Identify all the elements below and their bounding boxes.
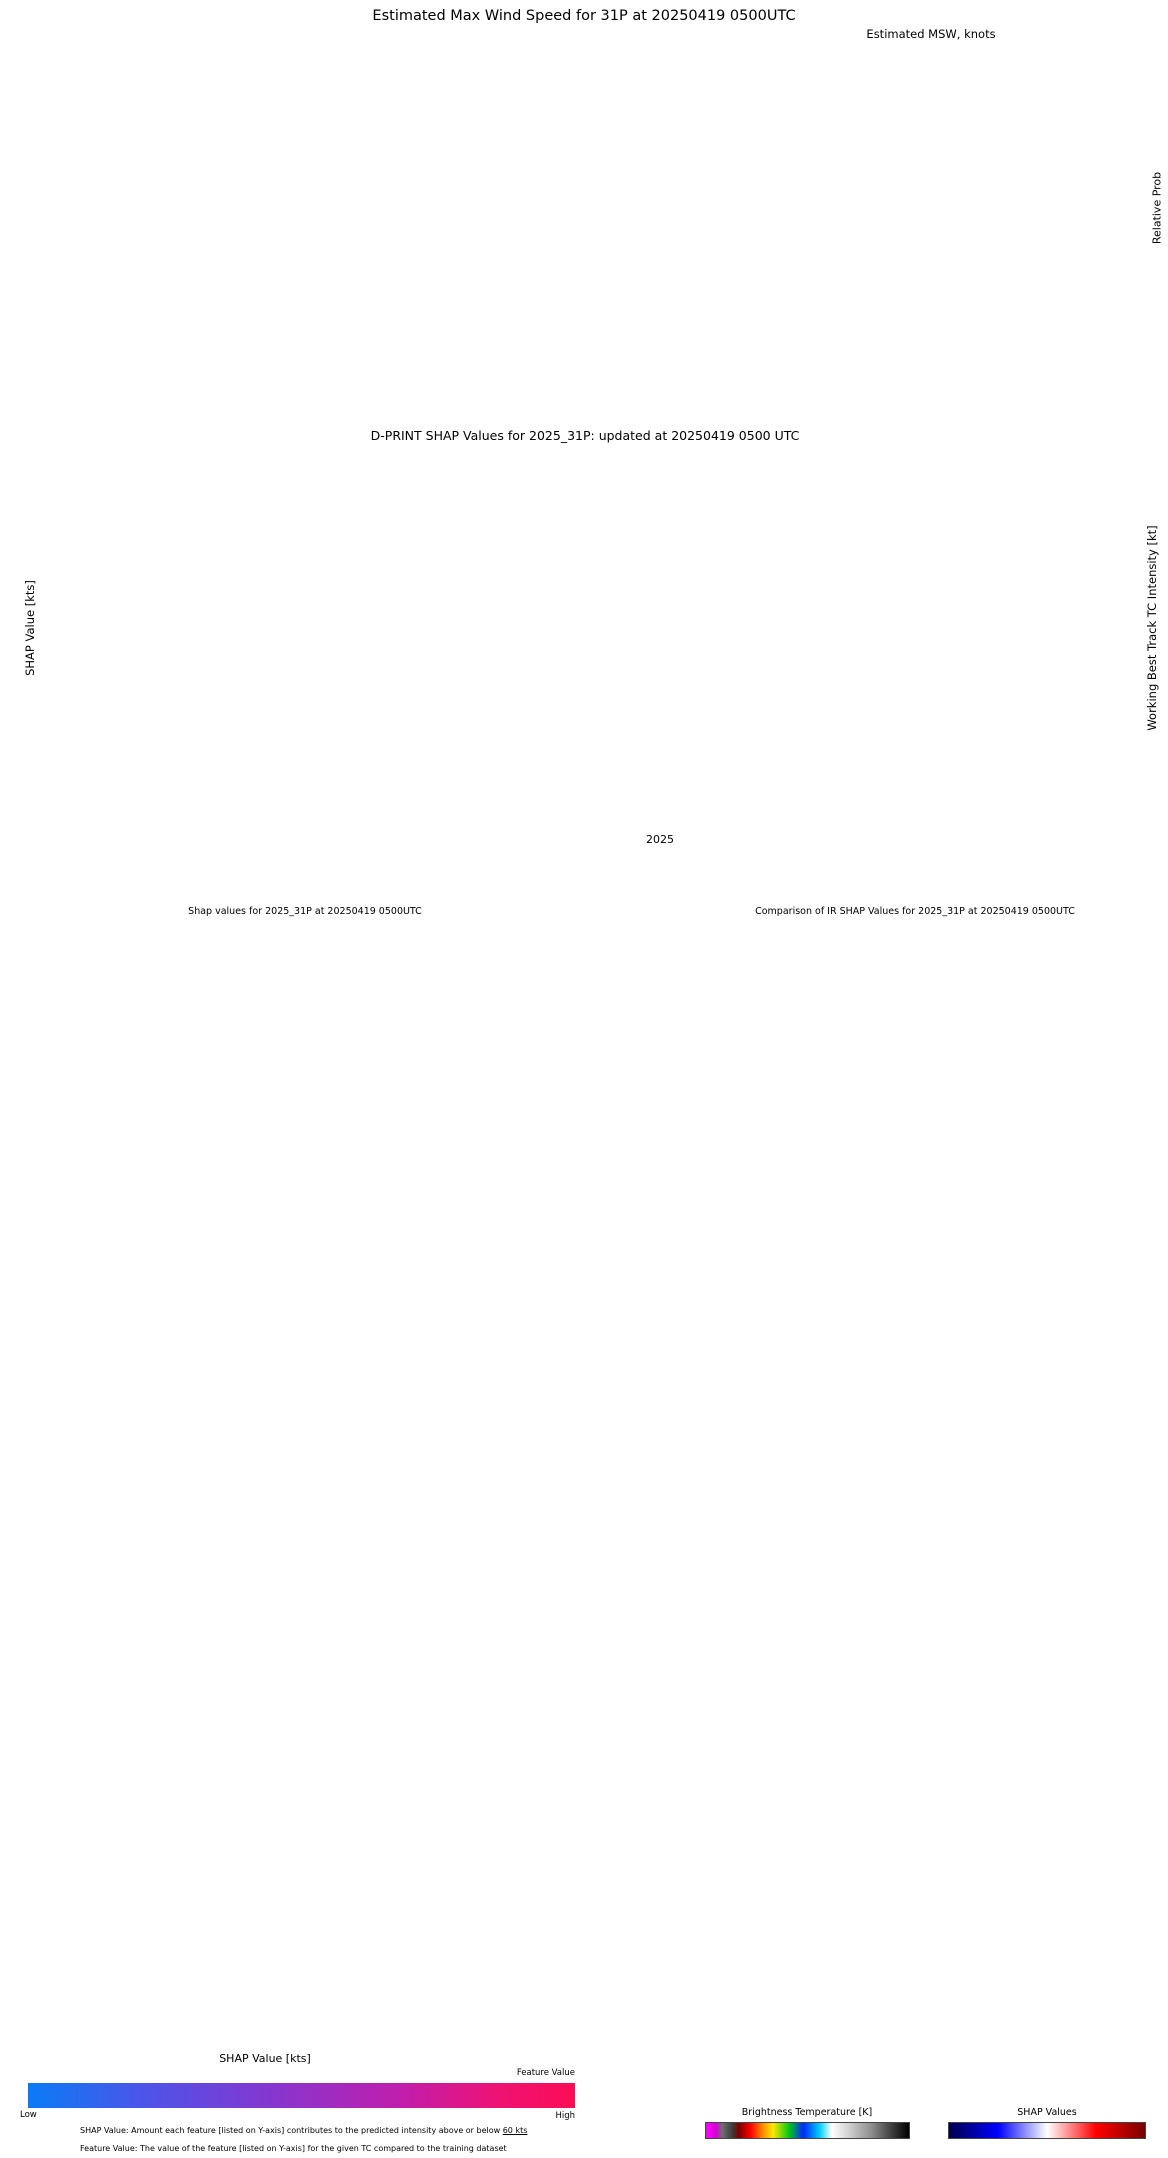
timeseries-title: D-PRINT SHAP Values for 2025_31P: updated at 20250419 0500 UTC bbox=[370, 428, 800, 443]
bt-colorbar-title: Brightness Temperature [K] bbox=[741, 2107, 873, 2118]
footnote-feature-value: Feature Value: The value of the feature [listed on Y-axis] for the given TC compared to the training dataset bbox=[80, 2144, 507, 2153]
feature-colorbar-title: Feature Value bbox=[516, 2068, 575, 2078]
beeswarm-title: Shap values for 2025_31P at 20250419 0500UTC bbox=[188, 906, 422, 917]
timeseries-ylabel-left: SHAP Value [kts] bbox=[23, 580, 37, 676]
timeseries-xlabel-year: 2025 bbox=[646, 833, 674, 846]
beeswarm-xlabel: SHAP Value [kts] bbox=[219, 2052, 311, 2065]
histogram-title: Estimated MSW, knots bbox=[866, 27, 996, 41]
page-title: Estimated Max Wind Speed for 31P at 20250419 0500UTC bbox=[372, 8, 796, 24]
footnote-shap-value-text: SHAP Value: Amount each feature [listed on Y-axis] contributes to the predicted intensity above or below bbox=[80, 2126, 503, 2135]
maps-panel-title: Comparison of IR SHAP Values for 2025_31P at 20250419 0500UTC bbox=[755, 906, 1075, 917]
footnote-60kts: 60 kts bbox=[502, 2126, 528, 2135]
feature-colorbar-high-label: High bbox=[555, 2111, 575, 2121]
histogram-ylabel-right: Relative Prob bbox=[1150, 171, 1164, 245]
feature-colorbar-low-label: Low bbox=[20, 2110, 37, 2120]
timeseries-ylabel-right: Working Best Track TC Intensity [kt] bbox=[1145, 525, 1159, 731]
shap-colorbar-title: SHAP Values bbox=[1017, 2107, 1077, 2118]
